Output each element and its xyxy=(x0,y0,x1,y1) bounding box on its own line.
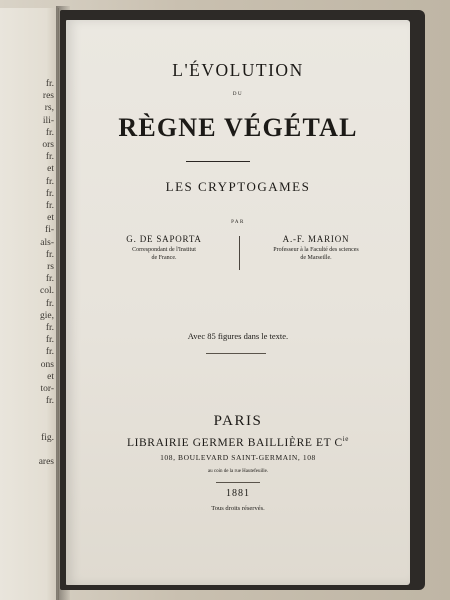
author-marion xyxy=(246,234,386,262)
rights-notice: Tous droits réservés. xyxy=(211,505,265,512)
left-page-fragment: rs xyxy=(47,262,54,273)
left-page-fragment: tor- xyxy=(40,384,54,395)
left-page-fragment: fr. xyxy=(45,298,54,309)
publication-year: 1881 xyxy=(226,488,250,499)
left-facing-page xyxy=(0,8,59,600)
left-page-fragment: fr. xyxy=(45,152,54,163)
left-page-fragment xyxy=(39,407,54,419)
left-page-fragment: fr. xyxy=(45,347,54,358)
left-page-fragment: rs, xyxy=(44,103,54,114)
subtitle: LES CRYPTOGAMES xyxy=(165,179,311,194)
title-page xyxy=(66,20,410,585)
left-page-fragment xyxy=(39,420,54,432)
left-page-fragment: et xyxy=(47,371,54,382)
left-page-fragment: fr. xyxy=(45,188,54,199)
figures-note: Avec 85 figures dans le texte. xyxy=(187,331,289,341)
author-role-line: Professeur à la Faculté des sciences xyxy=(273,247,359,253)
left-page-fragment: fr. xyxy=(45,249,54,260)
author-role-line: de France. xyxy=(151,254,177,261)
left-page-text-fragments xyxy=(39,78,54,469)
left-page-fragment: ares xyxy=(38,457,54,468)
left-page-fragment: fr. xyxy=(45,323,54,334)
publisher-address: 108, BOULEVARD SAINT-GERMAIN, 108 xyxy=(160,453,316,462)
author-role-line: de Marseille. xyxy=(300,254,332,261)
left-page-fragment: fr. xyxy=(45,274,54,285)
left-page-fragment: ors xyxy=(42,140,54,151)
author-name: A.-F. MARION xyxy=(282,234,350,244)
left-page-fragment: col. xyxy=(40,286,54,297)
left-page-fragment: fig. xyxy=(41,432,54,443)
publisher-name xyxy=(66,435,410,449)
left-page-fragment: fr. xyxy=(45,127,54,138)
left-page-fragment: gie, xyxy=(40,310,54,321)
title-line-2: RÈGNE VÉGÉTAL xyxy=(118,113,358,142)
left-page-fragment: et xyxy=(47,164,54,175)
connector-par: PAR xyxy=(231,220,245,225)
year-rule xyxy=(216,482,260,483)
left-page-fragment: fr. xyxy=(45,396,54,407)
authors-block xyxy=(94,234,384,274)
publisher-name-superscript: ie xyxy=(342,435,350,443)
title-rule xyxy=(186,161,250,162)
left-page-fragment: als- xyxy=(40,237,54,248)
left-page-fragment: res xyxy=(42,91,54,102)
author-name: G. DE SAPORTA xyxy=(126,234,202,244)
author-role-line: Correspondant de l'Institut xyxy=(132,247,196,253)
author-divider xyxy=(239,236,240,270)
left-page-fragment: et xyxy=(47,213,54,224)
left-page-fragment: fr. xyxy=(45,176,54,187)
left-page-fragment: fr. xyxy=(45,79,54,89)
left-page-fragment: ons xyxy=(40,359,54,370)
left-page-fragment xyxy=(39,444,54,456)
left-page-fragment: fi- xyxy=(45,225,54,236)
connector-du: DU xyxy=(232,92,244,97)
left-page-fragment: fr. xyxy=(45,335,54,346)
figures-rule xyxy=(206,353,266,354)
title-line-1: L'ÉVOLUTION xyxy=(172,60,304,80)
publisher-name-main: LIBRAIRIE GERMER BAILLIÈRE ET C xyxy=(126,436,343,449)
author-saporta xyxy=(94,234,234,262)
address-corner-note: au coin de la rue Hautefeuille. xyxy=(207,469,269,474)
left-page-fragment: fr. xyxy=(45,201,54,212)
left-page-fragment: ili- xyxy=(42,115,54,126)
publisher-city: PARIS xyxy=(213,413,263,429)
